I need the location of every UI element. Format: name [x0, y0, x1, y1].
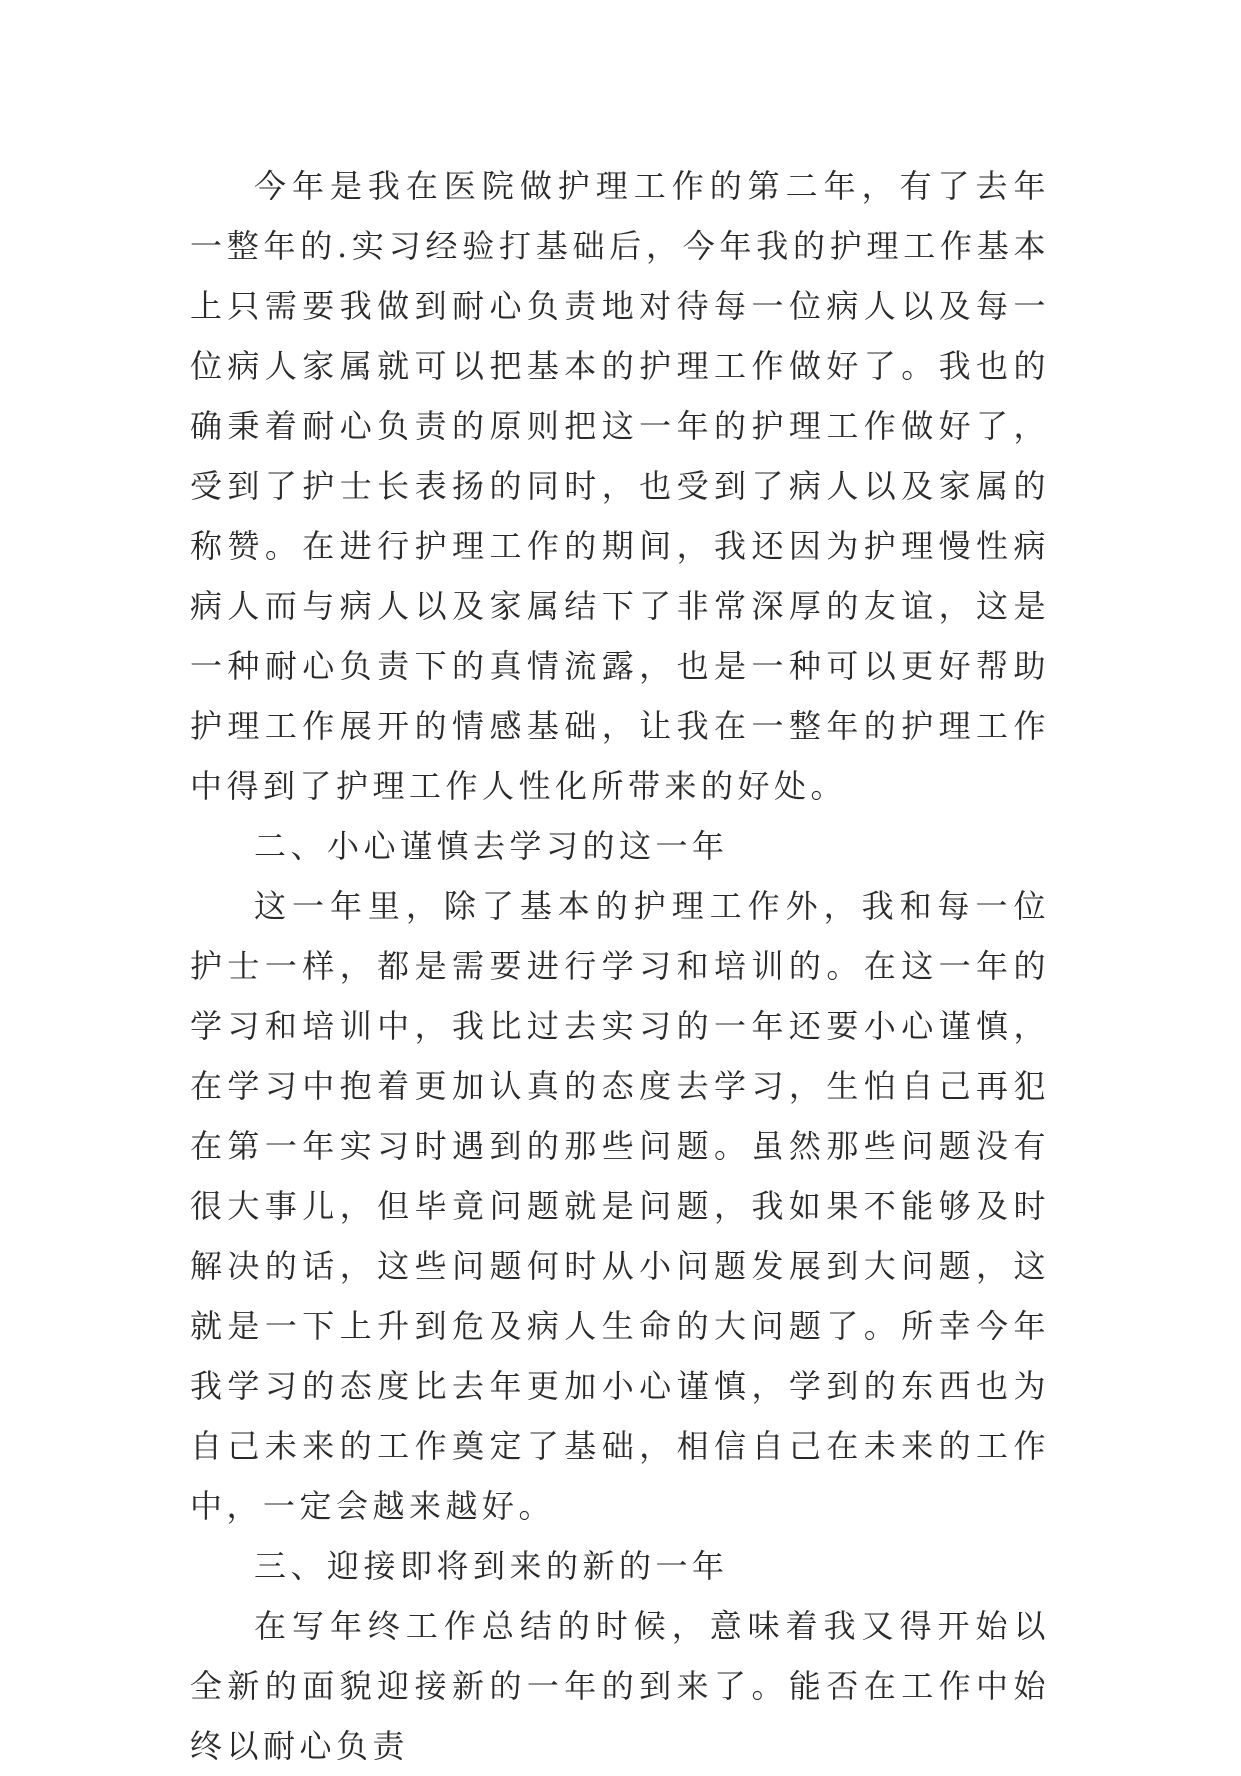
section-heading: 二、小心谨慎去学习的这一年 — [254, 827, 729, 865]
body-paragraph: 今年是我在医院做护理工作的第二年，有了去年一整年的.实习经验打基础后，今年我的护理工作基本上只需要我做到耐心负责地对待每一位病人以及每一位病人家属就可以把基本的护理工作做好了。我也的确秉着耐心负责的原则把这一年的护理工作做好了，受到了护士长表扬的同时，也受到了病人以及家属的称赞。在进行护理工作的期间，我还因为护理慢性病病人而与病人以及家属结下了非常深厚的友谊，这是一种耐心负责下的真情流露，也是一种可以更好帮助护理工作展开的情感基础，让我在一整年的护理工作中得到了护理工作人性化所带来的好处。 — [190, 167, 1050, 805]
body-paragraph: 这一年里，除了基本的护理工作外，我和每一位护士一样，都是需要进行学习和培训的。在这一年的学习和培训中，我比过去实习的一年还要小心谨慎，在学习中抱着更加认真的态度去学习，生怕自己再犯在第一年实习时遇到的那些问题。虽然那些问题没有很大事儿，但毕竟问题就是问题，我如果不能够及时解决的话，这些问题何时从小问题发展到大问题，这就是一下上升到危及病人生命的大问题了。所幸今年我学习的态度比去年更加小心谨慎，学到的东西也为自己未来的工作奠定了基础，相信自己在未来的工作中，一定会越来越好。 — [190, 887, 1050, 1525]
section-heading: 三、迎接即将到来的新的一年 — [254, 1547, 729, 1585]
document-body — [190, 156, 1050, 1776]
body-paragraph: 在写年终工作总结的时候，意味着我又得开始以全新的面貌迎接新的一年的到来了。能否在工作中始终以耐心负责 — [190, 1607, 1050, 1765]
